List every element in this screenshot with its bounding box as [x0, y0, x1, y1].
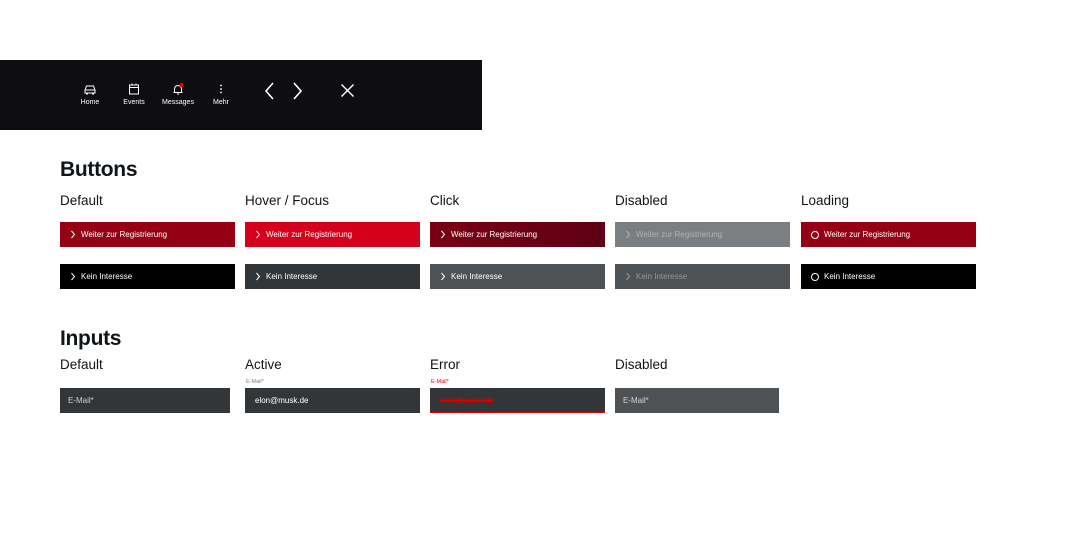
close-icon[interactable]: [340, 83, 355, 98]
email-placeholder: E-Mail*: [68, 396, 94, 405]
bell-icon: [171, 82, 185, 96]
email-input-default[interactable]: [60, 388, 230, 413]
chevron-right-icon: [255, 272, 261, 281]
primary-button-default[interactable]: [60, 222, 235, 247]
chevron-right-icon: [70, 230, 76, 239]
primary-button-loading[interactable]: [801, 222, 976, 247]
email-floating-label: E-Mail*: [246, 379, 264, 385]
button-label: Weiter zur Registrierung: [81, 230, 168, 239]
email-input-error[interactable]: [430, 388, 605, 413]
email-value: elon@musk.de: [255, 396, 309, 405]
nav-item-events[interactable]: [112, 82, 156, 106]
nav-item-label: Home: [80, 99, 100, 106]
chevron-right-icon: [70, 272, 76, 281]
nav-item-home[interactable]: [68, 82, 112, 106]
state-label-disabled: Disabled: [615, 193, 668, 208]
input-state-label-disabled: Disabled: [615, 357, 668, 372]
chevron-right-icon: [625, 272, 631, 281]
inputs-section-title: Inputs: [60, 327, 122, 350]
secondary-button-disabled: [615, 264, 790, 289]
notification-dot: [180, 83, 184, 87]
primary-button-hover[interactable]: [245, 222, 420, 247]
state-label-hover: Hover / Focus: [245, 193, 330, 208]
button-label: Kein Interesse: [824, 272, 876, 281]
nav-item-messages[interactable]: [156, 82, 200, 106]
state-label-loading: Loading: [801, 193, 850, 208]
forward-arrow-icon[interactable]: [289, 80, 305, 102]
email-error-label: E-Mail*: [431, 379, 449, 385]
state-label-click: Click: [430, 193, 460, 208]
car-icon: [83, 82, 97, 96]
nav-item-label: Messages: [162, 99, 194, 106]
button-label: Weiter zur Registrierung: [266, 230, 353, 239]
input-state-label-active: Active: [245, 357, 282, 372]
button-label: Kein Interesse: [81, 272, 133, 281]
secondary-button-loading[interactable]: [801, 264, 976, 289]
button-label: Kein Interesse: [266, 272, 318, 281]
buttons-section-title: Buttons: [60, 158, 138, 181]
more-icon: [214, 82, 228, 96]
email-error-value: elon@musk.de: [440, 395, 494, 405]
chevron-right-icon: [255, 230, 261, 239]
primary-button-disabled: [615, 222, 790, 247]
chevron-right-icon: [440, 230, 446, 239]
button-label: Kein Interesse: [636, 272, 688, 281]
spinner-icon: [811, 273, 819, 281]
email-input-active[interactable]: [245, 388, 420, 413]
chevron-right-icon: [440, 272, 446, 281]
button-label: Weiter zur Registrierung: [451, 230, 538, 239]
secondary-button-click[interactable]: [430, 264, 605, 289]
nav-item-label: Events: [123, 99, 145, 106]
secondary-button-hover[interactable]: [245, 264, 420, 289]
top-navigation-bar: [0, 60, 482, 130]
state-label-default: Default: [60, 193, 103, 208]
calendar-icon: [127, 82, 141, 96]
nav-item-more[interactable]: [199, 82, 243, 106]
nav-item-label: Mehr: [213, 99, 229, 106]
button-label: Weiter zur Registrierung: [636, 230, 723, 239]
chevron-right-icon: [625, 230, 631, 239]
input-state-label-default: Default: [60, 357, 103, 372]
primary-button-click[interactable]: [430, 222, 605, 247]
button-label: Weiter zur Registrierung: [824, 230, 911, 239]
spinner-icon: [811, 231, 819, 239]
email-placeholder: E-Mail*: [623, 396, 649, 405]
input-state-label-error: Error: [430, 357, 460, 372]
secondary-button-default[interactable]: [60, 264, 235, 289]
email-input-disabled: [615, 388, 779, 413]
back-arrow-icon[interactable]: [262, 80, 278, 102]
button-label: Kein Interesse: [451, 272, 503, 281]
